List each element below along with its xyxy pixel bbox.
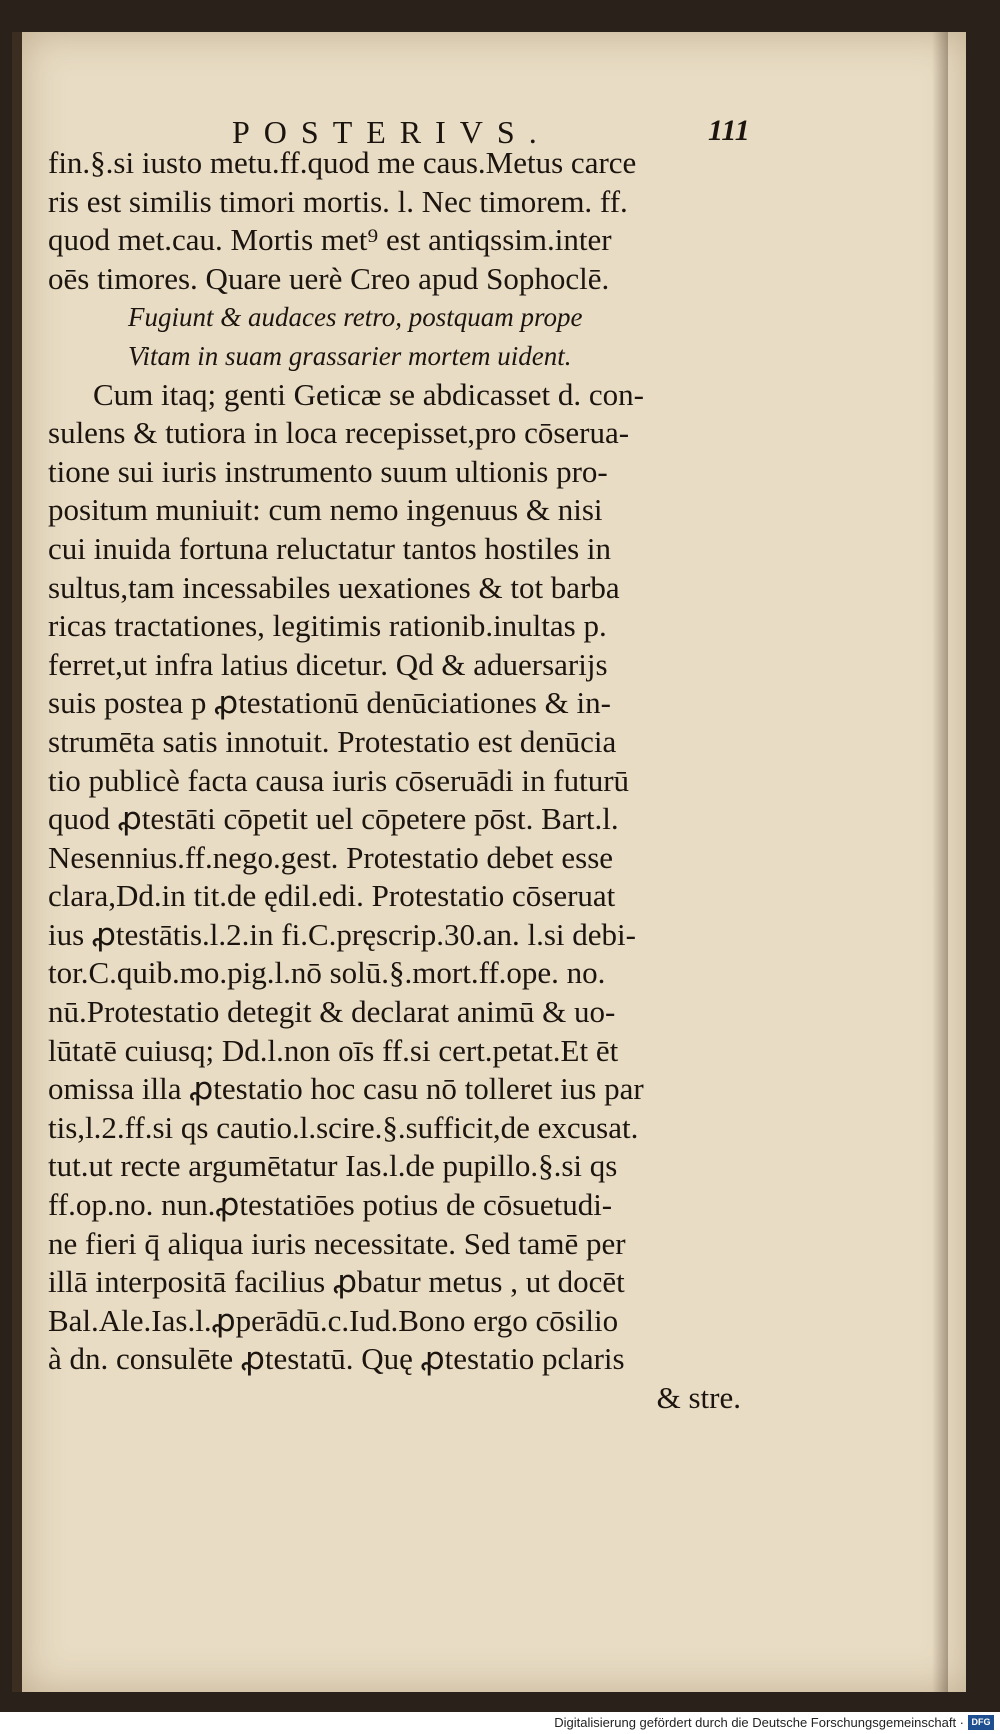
text-line: suis postea p ꝓtestationū denūciationes & in- bbox=[48, 685, 611, 721]
catchword: & stre. bbox=[656, 1380, 741, 1415]
page-edge-shadow bbox=[932, 32, 948, 1692]
text-line: tis,l.2.ff.si qs cautio.l.scire.§.sufficit,de excusat. bbox=[48, 1109, 639, 1145]
book-page bbox=[12, 32, 966, 1692]
text-line: tio publicè facta causa iuris cōseruādi in futurū bbox=[48, 762, 630, 798]
text-line: omissa illa ꝓtestatio hoc casu nō tolleret ius par bbox=[48, 1071, 644, 1107]
text-line: Cum itaq; genti Geticæ se abdicasset d. con- bbox=[93, 376, 644, 412]
text-line: Bal.Ale.Ias.l.ꝓperādū.c.Iud.Bono ergo cōsilio bbox=[48, 1302, 619, 1338]
text-line: ius ꝓtestātis.l.2.in fi.C.pręscrip.30.an. l.si debi- bbox=[48, 916, 636, 952]
page-number: 111 bbox=[708, 114, 750, 147]
text-line: Nesennius.ff.nego.gest. Protestatio debet esse bbox=[48, 839, 614, 875]
text-line: tor.C.quib.mo.pig.l.nō solū.§.mort.ff.ope. no. bbox=[48, 955, 606, 991]
text-line: ne fieri q̄ aliqua iuris necessitate. Sed tamē per bbox=[48, 1225, 626, 1261]
text-line: positum muniuit: cum nemo ingenuus & nisi bbox=[48, 492, 603, 528]
text-line: à dn. consulēte ꝓtestatū. Quę ꝓtestatio pclaris bbox=[48, 1341, 625, 1377]
text-line: illā interpositā facilius ꝓbatur metus , ut docēt bbox=[48, 1264, 625, 1300]
text-line: sultus,tam incessabiles uexationes & tot barba bbox=[48, 569, 620, 605]
text-line: quod ꝓtestāti cōpetit uel cōpetere pōst. Bart.l. bbox=[48, 801, 619, 837]
text-line: quod met.cau. Mortis met⁹ est antiqssim.inter bbox=[48, 222, 612, 258]
text-line: lūtatē cuiusq; Dd.l.non oīs ff.si cert.petat.Et ēt bbox=[48, 1032, 619, 1068]
text-line: fin.§.si iusto metu.ff.quod me caus.Metus carce bbox=[48, 145, 637, 180]
text-line: ris est similis timori mortis. l. Nec timorem. ff. bbox=[48, 183, 628, 219]
text-line: oēs timores. Quare uerè Creo apud Sophoclē. bbox=[48, 260, 610, 296]
text-line: tione sui iuris instrumento suum ultionis pro- bbox=[48, 453, 608, 489]
dfg-logo-icon: DFG bbox=[968, 1715, 994, 1730]
text-line: clara,Dd.in tit.de ędil.edi. Protestatio cōseruat bbox=[48, 878, 616, 914]
funding-notice: Digitalisierung gefördert durch die Deutsche Forschungsgemeinschaft · bbox=[554, 1715, 964, 1730]
text-line: sulens & tutiora in loca recepisset,pro cōserua- bbox=[48, 415, 630, 451]
text-line: ricas tractationes, legitimis rationib.inultas p. bbox=[48, 608, 607, 644]
text-line: ff.op.no. nun.ꝓtestatiōes potius de cōsuetudi- bbox=[48, 1187, 613, 1223]
text-line: strumēta satis innotuit. Protestatio est denūcia bbox=[48, 723, 617, 759]
verse-line: Vitam in suam grassarier mortem uident. bbox=[128, 340, 572, 371]
running-head: POSTERIVS. bbox=[232, 114, 551, 150]
text-line: cui inuida fortuna reluctatur tantos hostiles in bbox=[48, 530, 612, 566]
text-line: tut.ut recte argumētatur Ias.l.de pupillo.§.si qs bbox=[48, 1148, 618, 1184]
verse-line: Fugiunt & audaces retro, postquam prope bbox=[128, 302, 583, 333]
text-line: ferret,ut infra latius dicetur. Qd & aduersarijs bbox=[48, 646, 608, 682]
footer-bar bbox=[0, 1712, 1000, 1734]
body-text bbox=[48, 144, 756, 1418]
text-line: nū.Protestatio detegit & declarat animū & uo- bbox=[48, 994, 616, 1030]
